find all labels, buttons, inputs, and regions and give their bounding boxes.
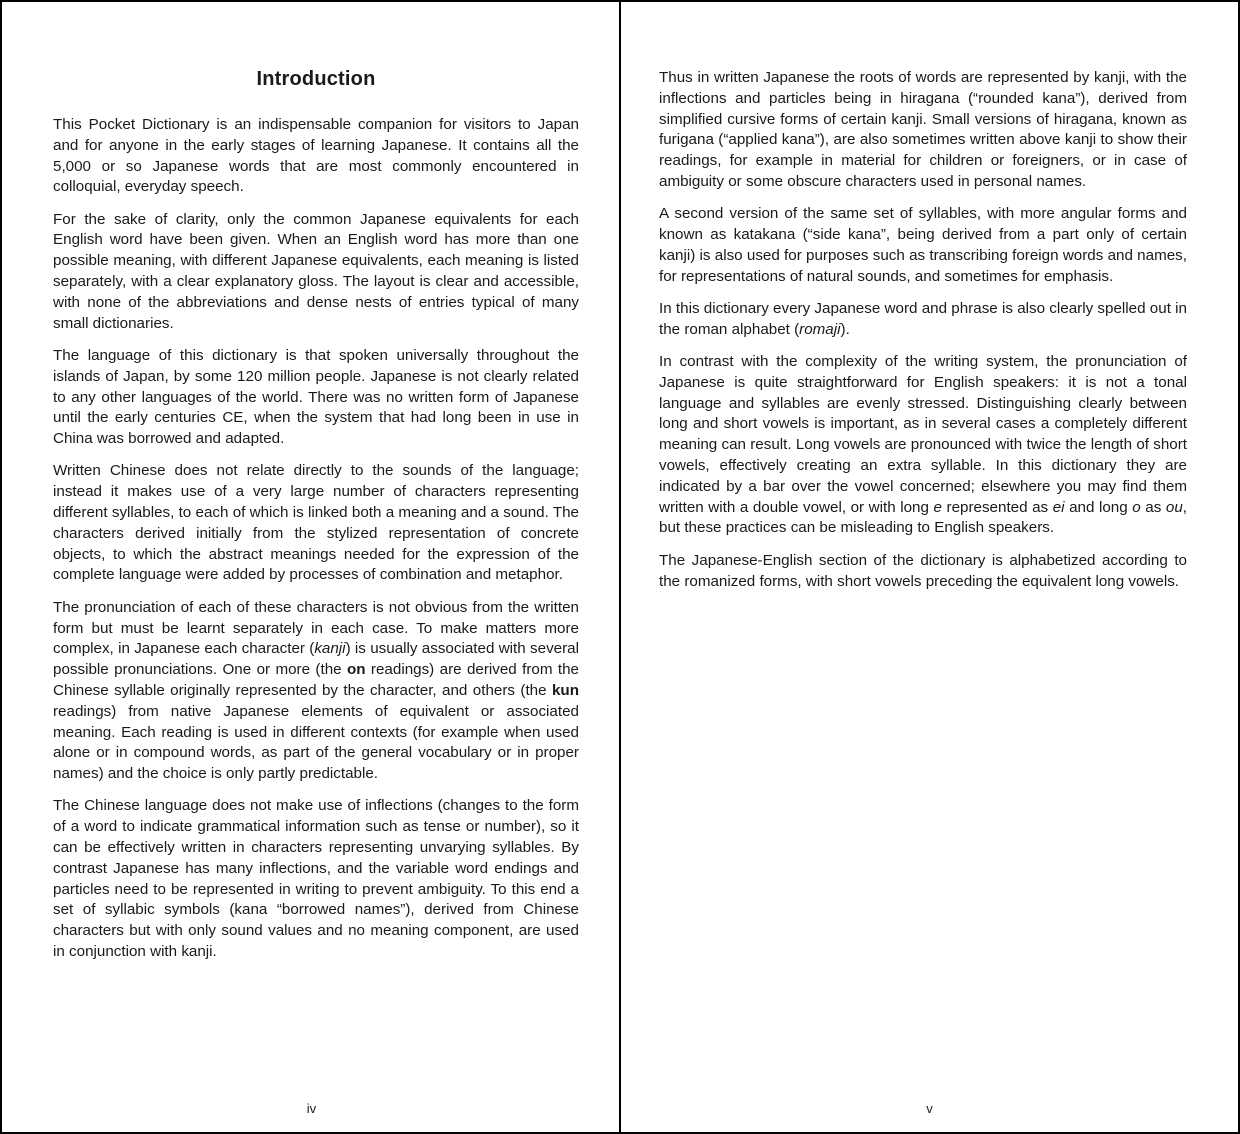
italic-term: ou [1165, 498, 1183, 516]
left-page-content [53, 64, 579, 974]
text-run: as [1140, 498, 1166, 516]
right-page-content [659, 68, 1187, 604]
italic-term: ei [1052, 498, 1065, 516]
bold-term: kun [551, 681, 579, 699]
text-run: ) is usually associated with several possible pronunciations. One or more (the [53, 640, 579, 679]
text-run: ). [840, 320, 850, 338]
paragraph: The Chinese language does not make use of inflections (changes to the form of a word to indicate grammatical information such as tense or number), so it can be effectively written in characters representing unvarying syllables. By contrast Japanese has many inflections, and the variable word endings and particles need to be represented in writing to prevent ambiguity. To this end a set of syllabic symbols (kana “borrowed names”), derived from Chinese characters but with only sound values and no meaning component, are used in conjunction with kanji. [53, 797, 579, 960]
italic-term: kanji [314, 640, 346, 658]
italic-term: romaji [799, 320, 841, 338]
text-run: , but these practices can be misleading to English speakers. [659, 498, 1188, 537]
paragraph: The language of this dictionary is that spoken universally throughout the islands of Japan, by some 120 million people. Japanese is not clearly related to any other languages of the world. There was no written form of Japanese until the early centuries CE, when the system that had long been in use in China was borrowed and adapted. [53, 346, 579, 448]
paragraph: Thus in written Japanese the roots of words are represented by kanji, with the inflections and particles being in hiragana (“rounded kana”), derived from simplified cursive forms of certain kanji. Small versions of hiragana, known as furigana (“applied kana”), are also sometimes written above kanji to show their readings, for example in material for children or foreigners, or in case of ambiguity or some obscure characters used in personal names. [659, 69, 1187, 190]
paragraph [659, 352, 1187, 539]
text-run: readings) from native Japanese elements of equivalent or associated meaning. Each reading is used in different contexts (for example when used alone or in compound words, as part of the general vocabulary or in proper names) and the choice is only partly predictable. [53, 702, 579, 783]
text-run: The pronunciation of each of these characters is not obvious from the written form but must be learnt separately in each case. To make matters more complex, in Japanese each character ( [53, 598, 579, 658]
paragraph: For the sake of clarity, only the common Japanese equivalents for each English word have been given. When an English word has more than one possible meaning, with different Japanese equivalents, each meaning is listed separately, with a clear explanatory gloss. The layout is clear and accessible, with none of the abbreviations and dense nests of entries typical of many small dictionaries. [53, 210, 579, 332]
page-title: Introduction [256, 68, 376, 90]
paragraph [53, 598, 579, 785]
paragraph: The Japanese-English section of the dictionary is alphabetized according to the romanized forms, with short vowels preceding the equivalent long vowels. [659, 551, 1187, 590]
paragraph [659, 299, 1187, 341]
page-number: v [926, 1101, 933, 1116]
right-page [620, 0, 1240, 1134]
page-number: iv [306, 1101, 317, 1116]
italic-term: o [1132, 498, 1141, 516]
text-run: In contrast with the complexity of the writing system, the pronunciation of Japanese is quite straightforward for English speakers: it is not a tonal language and syllables are evenly stressed. Distinguishing clearly between long and short vowels is important, as in several cases a completely different meaning can result. Long vowels are pronounced with twice the length of short vowels, effectively creating an extra syllable. In this dictionary they are indicated by a bar over the vowel concerned; elsewhere you may find them written with a double vowel, or with long [659, 353, 1187, 516]
italic-term: e [933, 498, 942, 516]
paragraph: This Pocket Dictionary is an indispensable companion for visitors to Japan and for anyone in the early stages of learning Japanese. It contains all the 5,000 or so Japanese words that are most commonly encountered in colloquial, everyday speech. [53, 116, 579, 196]
text-run: represented as [941, 498, 1053, 516]
text-run: and long [1064, 498, 1133, 516]
text-run: In this dictionary every Japanese word and phrase is also clearly spelled out in the roman alphabet ( [659, 299, 1187, 338]
paragraph: A second version of the same set of syllables, with more angular forms and known as katakana (“side kana”, being derived from a part only of certain kanji) is also used for purposes such as transcribing foreign words and names, for representations of natural sounds, and sometimes for emphasis. [659, 205, 1187, 285]
text-run: readings) are derived from the Chinese syllable originally represented by the character, and others (the [53, 661, 579, 699]
bold-term: on [346, 661, 366, 679]
paragraph: Written Chinese does not relate directly to the sounds of the language; instead it makes use of a very large number of characters representing different syllables, to each of which is linked both a meaning and a sound. The characters derived initially from the stylized representation of concrete objects, to which the abstract meanings needed for the expression of the complete language were added by processes of combination and metaphor. [53, 462, 579, 584]
